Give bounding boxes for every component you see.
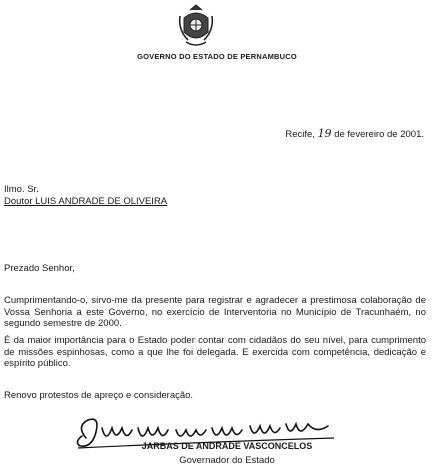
date-rest: de fevereiro de 2001. [334, 129, 424, 140]
signer-role: Governador do Estado [179, 455, 275, 466]
coat-of-arms-icon [176, 4, 216, 48]
addressee-title: Ilmo. Sr. [4, 184, 39, 195]
date-day-handwritten: 19 [317, 127, 332, 140]
body-paragraph-1: Cumprimentando-o, sirvo-me da presente para registrar e agradecer a prestimosa colaboração de Vossa Senhoria a este Governo, no exercício de Interventoria no Município de Tracunhaém, no segundo semestre de 2000. [4, 295, 426, 329]
addressee-name: Doutor LUIS ANDRADE DE OLIVEIRA [4, 196, 168, 207]
salutation: Prezado Senhor, [4, 263, 75, 274]
dateline [285, 127, 424, 140]
closing-line: Renovo protestos de apreço e consideração. [4, 390, 194, 401]
date-city: Recife, [285, 129, 315, 140]
issuer-heading: GOVERNO DO ESTADO DE PERNAMBUCO [137, 52, 297, 61]
signer-name: JARBAS DE ANDRADE VASCONCELOS [141, 441, 313, 451]
body-paragraph-2: É da maior importância para o Estado poder contar com cidadãos do seu nível, para cumprimento de missões espinhosas, como a que lhe foi delegada. E exercida com competência, dedicação e espírito público. [4, 335, 426, 369]
